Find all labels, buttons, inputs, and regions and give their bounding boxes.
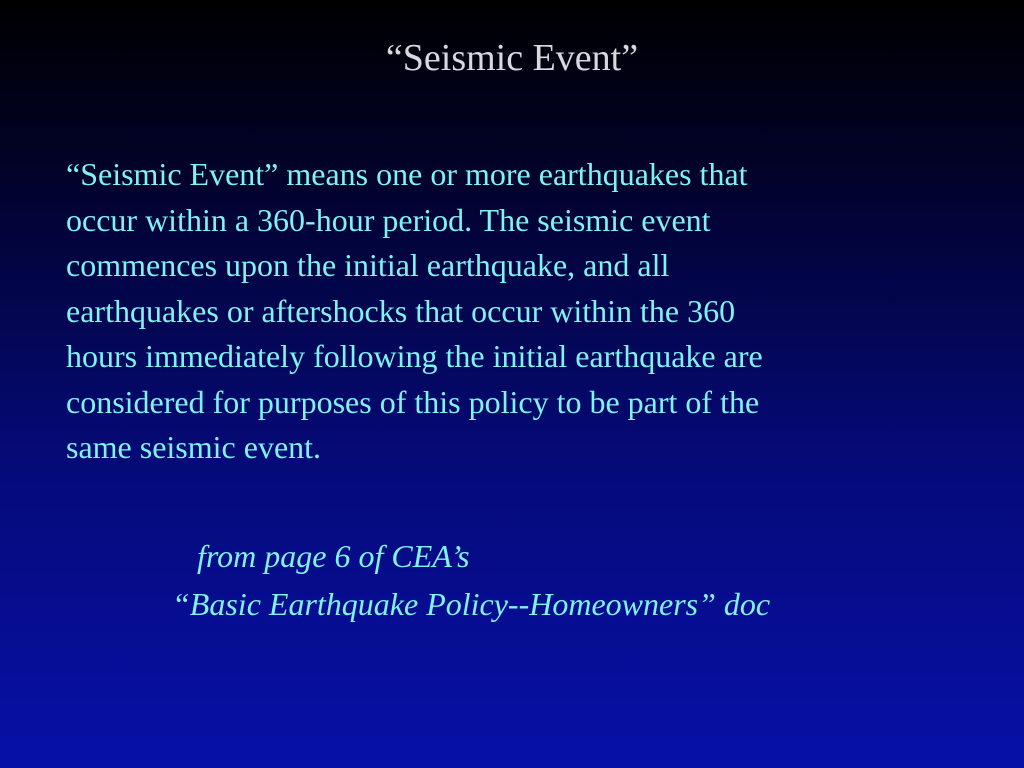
definition-paragraph: “Seismic Event” means one or more earthquakes that occur within a 360-hour period. The seismic event commences upon the initial earthquake, and all earthquakes or aftershocks that occur within the 360 hours immediately following the initial earthquake are considered for purposes of this policy to be part of the same seismic event. xyxy=(66,156,763,465)
source-citation-line-2: “Basic Earthquake Policy--Homeowners” doc xyxy=(172,586,771,622)
slide-title: “Seismic Event” xyxy=(385,37,639,79)
source-citation-line-1: from page 6 of CEA’s xyxy=(197,538,470,574)
